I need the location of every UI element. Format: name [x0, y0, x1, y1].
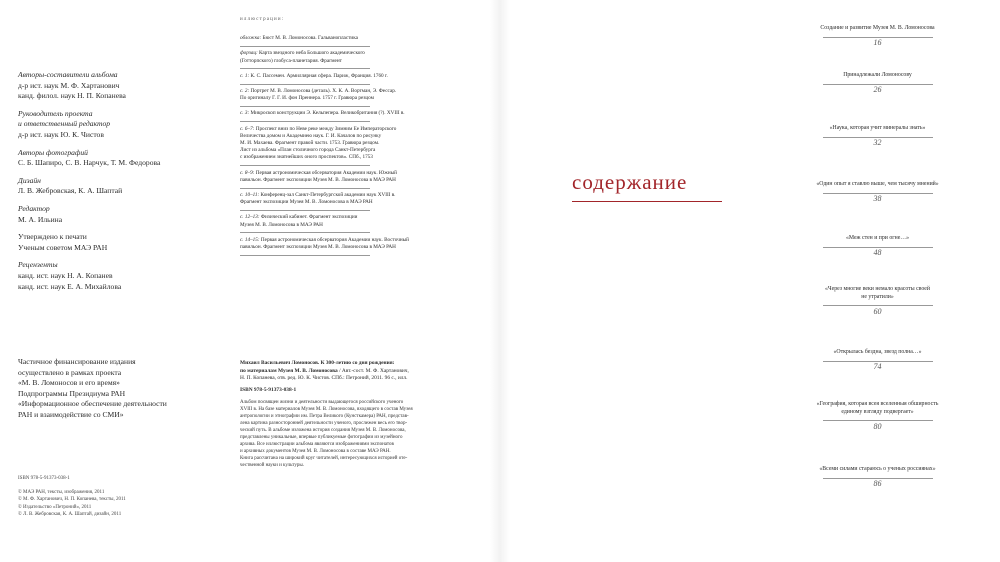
toc-entry[interactable] — [780, 125, 975, 147]
credits-approved — [18, 232, 218, 253]
illustration-item — [240, 50, 448, 68]
toc-entry-title: «Через многие веки немало красоты своей — [825, 286, 930, 292]
biblio-citation — [240, 360, 450, 383]
credits-role: Авторы-составители альбома — [18, 70, 118, 79]
illustrations-heading: иллюстрации: — [240, 17, 285, 22]
illustration-label: с. 14–15: — [240, 236, 260, 243]
illustration-text: Бюст М. В. Ломоносова. Гальванопластика — [262, 35, 358, 42]
illustration-label: с. 6–7: — [240, 125, 255, 132]
toc-entry[interactable] — [780, 286, 975, 315]
toc-entry-title: «Открылась бездна, звезд полна…» — [833, 349, 922, 355]
funding-line: «Информационное обеспечение деятельности — [18, 399, 167, 409]
credits-editor — [18, 204, 218, 225]
credits-value: Утверждено к печати — [18, 232, 87, 242]
toc-entry-page: 80 — [873, 421, 882, 431]
copyright-isbn: ISBN 978-5-91373-038-1 — [18, 476, 70, 481]
copyright-block — [18, 475, 228, 518]
toc-entry-rule — [823, 361, 933, 362]
credits-value: М. А. Ильина — [18, 214, 63, 224]
illustration-text: Музея М. В. Ломоносова в МАЭ РАН — [240, 221, 323, 228]
toc-entry-title: не утратили» — [861, 293, 894, 300]
credits-authors — [18, 70, 218, 102]
illustration-text: Проспект вниз по Неве реке между Зимним Ее Императорского — [255, 125, 397, 132]
abstract-line: архива. Все иллюстрации альбома являются изображениями экспонатов — [240, 441, 394, 447]
abstract-line: представлены уникальные, впервые публикуемые фотографии из музейного — [240, 434, 403, 440]
illustration-item — [240, 110, 448, 121]
toc-entry-title: «Меж стен и при огне…» — [846, 235, 909, 241]
funding-note — [18, 357, 228, 421]
toc-entry[interactable] — [780, 466, 975, 488]
illustration-label: с. 2: — [240, 88, 250, 95]
illustration-label: с. 12–13: — [240, 214, 260, 221]
abstract-line: и архивных документов Музея М. В. Ломоносова в составе МАЭ РАН. — [240, 448, 391, 454]
toc-entry-title: «География, которая всея вселенныя обширность — [816, 401, 939, 407]
contents-title: содержание — [572, 170, 688, 194]
toc-entry[interactable] — [780, 401, 975, 430]
illustrations-list — [240, 16, 448, 259]
illustration-item — [240, 170, 448, 188]
biblio-tail: Н. П. Копанева, отв. ред. Ю. К. Чистов. СПб.: Петроний, 2011. 96 с., илл. — [240, 375, 408, 382]
toc-entry[interactable] — [780, 25, 975, 47]
copyright-line: © М. Ф. Хартанович, Н. П. Копанева, тексты, 2011 — [18, 497, 126, 503]
toc-entry[interactable] — [780, 349, 975, 371]
biblio-title: Михаил Васильевич Ломоносов. К 300-летию со дня рождения: — [240, 360, 395, 366]
illustration-text: По оригиналу Г. Г. И. фон Преннера. 1757 г. Гравюра резцом — [240, 95, 374, 102]
illustration-item — [240, 88, 448, 106]
toc-entry-title: Принадлежали Ломоносову — [843, 72, 912, 78]
toc-entry[interactable] — [780, 235, 975, 257]
illustration-item — [240, 126, 448, 166]
abstract-line: Альбом посвящен жизни и деятельности выдающегося российского ученого — [240, 400, 404, 406]
toc-entry-page: 74 — [873, 362, 882, 372]
toc-entry-title: «Всеми силами стараюсь о ученых россиянах» — [819, 466, 936, 472]
toc-entry-rule — [823, 37, 933, 38]
illustration-label: форзац: — [240, 50, 258, 57]
credits-role: Редактор — [18, 203, 50, 213]
illustration-item — [240, 192, 448, 210]
toc-entry-title: Создание и развитие Музея М. В. Ломоносова — [820, 25, 935, 31]
illustration-item — [240, 237, 448, 255]
toc-entry-page: 38 — [873, 194, 882, 204]
copyright-line: © МАЭ РАН, тексты, изображения, 2011 — [18, 490, 105, 496]
toc-entry-rule — [823, 305, 933, 306]
toc-entry-title: единому взгляду подвергает» — [841, 408, 914, 415]
credits-value: канд. филол. наук Н. П. Копанева — [18, 91, 126, 101]
biblio-tail: / Авт.-сост. М. Ф. Хартанович, — [337, 367, 409, 374]
abstract-line: Книга рассчитана на широкий круг читателей, интересующихся историей оте- — [240, 455, 408, 461]
credits-value: С. Б. Шапиро, С. В. Нарчук, Т. М. Федорова — [18, 158, 161, 168]
toc-entry-rule — [823, 137, 933, 138]
credits-role: Дизайн — [18, 175, 41, 185]
biblio-abstract — [240, 400, 450, 469]
abstract-line: XVIII в. На базе материалов Музея М. В. Ломоносова, входящего в состав Музея — [240, 407, 413, 413]
illustration-text: Фрагмент экспозиции Музея М. В. Ломоносова в МАЭ РАН — [240, 199, 373, 206]
toc-entry-rule — [823, 84, 933, 85]
toc-entry-rule — [823, 478, 933, 479]
toc-entry-page: 48 — [873, 248, 882, 258]
illustration-item — [240, 35, 448, 46]
illustration-text: павильон. Фрагмент экспозиции Музея М. В. Ломоносова в МАЭ РАН — [240, 244, 396, 251]
illustration-item — [240, 214, 448, 232]
toc-entry[interactable] — [780, 72, 975, 94]
funding-line: «М. В. Ломоносов и его время» — [18, 378, 120, 388]
credits-role: Руководитель проекта — [18, 108, 93, 118]
illustration-text: Первая астрономическая обсерватория Академии наук. Восточный — [260, 236, 409, 243]
illustration-text: Физический кабинет. Фрагмент экспозиции — [260, 214, 358, 221]
credits-lead — [18, 109, 218, 141]
credits-photo — [18, 148, 218, 169]
credits-role: Рецензенты — [18, 260, 58, 270]
bibliographic-record — [240, 360, 450, 469]
illustration-text: Первая астрономическая обсерватория Академии наук. Южный — [255, 169, 397, 176]
toc-entry-page: 86 — [873, 479, 882, 489]
toc-entry-page: 16 — [873, 38, 882, 48]
illustration-text: К. С. Пассемен. Армиллярная сфера. Париж, Франция. 1760 г. — [250, 72, 388, 79]
toc-entry[interactable] — [780, 181, 975, 203]
credits-value: Ученым советом МАЭ РАН — [18, 242, 108, 252]
toc-entry-rule — [823, 193, 933, 194]
illustration-label: с. 8–9: — [240, 169, 255, 176]
funding-line: РАН и взаимодействие со СМИ» — [18, 409, 124, 419]
illustration-label: с. 1: — [240, 72, 250, 79]
illustration-text: с изображением знатнейших оного проспектов». СПб., 1753 — [240, 154, 373, 161]
illustration-text: (Готторпского) глобуса-планетария. Фрагмент — [240, 57, 342, 64]
toc-entry-rule — [823, 247, 933, 248]
copyright-line: © Издательство «Петроний», 2011 — [18, 504, 92, 510]
funding-line: Подпрограммы Президиума РАН — [18, 388, 126, 398]
illustration-text: Портрет М. В. Ломоносова (деталь). Х. К. А. Вортман, Э. Фессар. — [250, 88, 397, 95]
toc-entry-page: 60 — [873, 306, 882, 316]
toc-entry-page: 26 — [873, 85, 882, 95]
credits-value: канд. ист. наук Е. А. Михайлова — [18, 281, 122, 291]
credits-value: канд. ист. наук Н. А. Копанев — [18, 270, 113, 280]
illustration-text: М. И. Махаева. Фрагмент правой части. 1753. Гравюра резцом. — [240, 140, 380, 147]
credits-value: Л. В. Жебровская, К. А. Шаптай — [18, 186, 123, 196]
toc-entry-page: 32 — [873, 138, 882, 148]
toc-entry-rule — [823, 420, 933, 421]
illustration-text: Карта звездного неба Большого академического — [258, 50, 365, 57]
toc-entry-title: «Наука, которая учит минералы знать» — [829, 125, 926, 131]
credits-block — [18, 70, 218, 299]
biblio-title: по материалам Музея М. В. Ломоносова — [240, 367, 338, 374]
book-gutter — [490, 0, 510, 562]
credits-value: д-р ист. наук М. Ф. Хартанович — [18, 80, 120, 90]
abstract-line: чественной науки и культуры. — [240, 462, 304, 468]
credits-reviewers — [18, 260, 218, 292]
funding-line: осуществлено в рамках проекта — [18, 367, 122, 377]
contents-title-rule — [572, 201, 722, 202]
credits-value: д-р ист. наук Ю. К. Чистов — [18, 129, 104, 139]
illustration-text: Конференц-зал Санкт-Петербургской академии наук XVIII в. — [260, 192, 396, 199]
abstract-line: лена картина разносторонней деятельности ученого, прослежен весь его твор- — [240, 421, 408, 427]
credits-role: Авторы фотографий — [18, 147, 88, 157]
illustration-text: павильон. Фрагмент экспозиции Музея М. В. Ломоносова в МАЭ РАН — [240, 176, 396, 183]
illustration-text: Лист из альбома «План столичного города Санкт-Петербурга — [240, 147, 376, 154]
abstract-line: ческий путь. В альбоме изложена история создания Музея М. В. Ломоносова, — [240, 428, 406, 433]
credits-design — [18, 176, 218, 197]
illustration-label: обложка: — [240, 35, 262, 42]
illustration-label: с. 10–11: — [240, 192, 260, 199]
funding-line: Частичное финансирование издания — [18, 357, 136, 366]
illustration-text: Величества домом и Академиею наук. Г. И. Качалов по рисунку — [240, 132, 382, 139]
illustration-label: с. 3: — [240, 110, 250, 117]
copyright-line: © Л. В. Жебровская, К. А. Шаптай, дизайн, 2011 — [18, 511, 122, 517]
toc-entry-title: «Один опыт я ставлю выше, чем тысячу мнений» — [816, 181, 939, 187]
illustration-text: Микроскоп конструкции Э. Кельпепера. Великобритания (?). XVIII в. — [250, 110, 405, 117]
illustration-item — [240, 73, 448, 84]
credits-role: и ответственный редактор — [18, 119, 111, 129]
abstract-line: антропологии и этнографии им. Петра Великого (Кунсткамера) РАН, представ- — [240, 414, 409, 420]
biblio-isbn: ISBN 978-5-91373-038-1 — [240, 386, 297, 393]
